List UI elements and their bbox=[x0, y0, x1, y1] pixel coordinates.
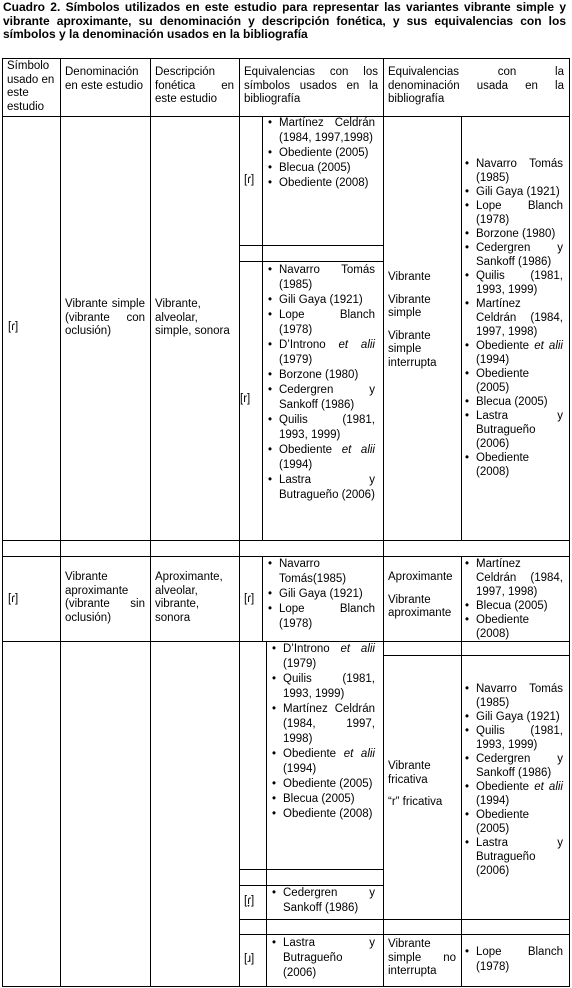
list-item: • Obediente (2005) bbox=[464, 808, 563, 836]
row3-refs-a-list bbox=[271, 642, 375, 822]
list-item: • Obediente et alii (1994) bbox=[267, 443, 375, 473]
list-item: • Lastra y Butragueño (2006) bbox=[464, 409, 563, 451]
list-item: • Quilis (1981, 1993, 1999) bbox=[267, 413, 375, 443]
row3-name-refs-list bbox=[464, 682, 563, 878]
name-item: Vibrante fricativa bbox=[388, 760, 431, 786]
row2-name-refs-list bbox=[464, 557, 563, 641]
list-item: • Gili Gaya (1921) bbox=[267, 293, 375, 308]
list-item: • Cedergren y Sankoff (1986) bbox=[464, 752, 563, 780]
list-item: • Gili Gaya (1921) bbox=[464, 710, 563, 724]
list-item: • Lastra y Butragueño (2006) bbox=[271, 936, 375, 981]
row1-sym-b: [r] bbox=[240, 393, 251, 405]
row3-names bbox=[388, 760, 458, 810]
list-item: • Gili Gaya (1921) bbox=[267, 587, 375, 602]
header-equiv-symbols: Equivalencias con los símbolos usados en la bibliografía bbox=[244, 66, 378, 105]
name-item: Vibrante bbox=[388, 271, 431, 283]
list-item: • Blecua (2005) bbox=[267, 161, 375, 176]
row3-sym-c: [ɹ] bbox=[244, 953, 255, 965]
list-item: • Martínez Celdrán (1984, 1997, 1998) bbox=[464, 297, 563, 339]
name-item: Vibrante simple bbox=[388, 293, 431, 319]
row1-names bbox=[388, 271, 458, 370]
row1-sym-a: [ɾ] bbox=[244, 174, 255, 186]
row2-symbol: [ɾ] bbox=[8, 593, 19, 605]
list-item: • Obediente (2005) bbox=[271, 777, 375, 792]
name-item: Aproximante bbox=[388, 571, 453, 583]
header-description: Descripción fonética en este estudio bbox=[155, 66, 234, 105]
list-item: • Quilis (1981, 1993, 1999) bbox=[271, 672, 375, 702]
row2-names bbox=[388, 571, 460, 621]
list-item: • Navarro Tomás (1985) bbox=[464, 157, 563, 185]
list-item: • Obediente et alii (1994) bbox=[464, 780, 563, 808]
list-item: • Lope Blanch (1978) bbox=[464, 199, 563, 227]
row1-symbol: [ɾ] bbox=[8, 321, 19, 333]
row3-sym-b: [ɾ̞] bbox=[244, 895, 255, 907]
row3-last-ref-list bbox=[464, 945, 563, 975]
list-item: • Obediente (2008) bbox=[464, 451, 563, 479]
list-item: • Lope Blanch (1978) bbox=[464, 945, 563, 975]
row2-sym-a: [ɾ] bbox=[244, 593, 255, 605]
list-item: • Quilis (1981, 1993, 1999) bbox=[464, 269, 563, 297]
list-item: • Lope Blanch (1978) bbox=[267, 308, 375, 338]
list-item: • D’Introno et alii (1979) bbox=[267, 338, 375, 368]
list-item: • Obediente et alii (1994) bbox=[464, 339, 563, 367]
list-item: • Borzone (1980) bbox=[267, 368, 375, 383]
list-item: • Navarro Tomás (1985) bbox=[464, 682, 563, 710]
list-item: • Gili Gaya (1921) bbox=[464, 185, 563, 199]
row1-refs-b-list bbox=[267, 263, 375, 503]
list-item: • Lastra y Butragueño (2006) bbox=[464, 836, 563, 878]
list-item: • Obediente (2005) bbox=[267, 146, 375, 161]
header-symbol: Símbolo usado en este estudio bbox=[7, 60, 55, 113]
list-item: • Blecua (2005) bbox=[464, 599, 563, 613]
header-denomination: Denominación en este estudio bbox=[65, 66, 144, 92]
name-item: “r” fricativa bbox=[388, 796, 443, 808]
list-item: • Obediente (2008) bbox=[464, 613, 563, 641]
list-item: • Lastra y Butragueño (2006) bbox=[267, 473, 375, 503]
row2-denomination: Vibrante aproximante (vibrante sin oclusión) bbox=[65, 571, 145, 624]
list-item: • Navarro Tomás(1985) bbox=[267, 557, 375, 587]
list-item: • Obediente et alii (1994) bbox=[271, 747, 375, 777]
row2-refs-a-list bbox=[267, 557, 375, 632]
row3-last-name: Vibrante simple no interrupta bbox=[388, 938, 456, 977]
row1-name-refs-list bbox=[464, 157, 563, 479]
list-item: • Quilis (1981, 1993, 1999) bbox=[464, 724, 563, 752]
row2-description: Aproximante, alveolar, vibrante, sonora bbox=[155, 571, 223, 624]
list-item: • Obediente (2005) bbox=[464, 367, 563, 395]
row1-denomination: Vibrante simple (vibrante con oclusión) bbox=[65, 298, 145, 337]
row3-refs-c-list bbox=[271, 936, 375, 981]
list-item: • Lope Blanch (1978) bbox=[267, 602, 375, 632]
header-equiv-denomination: Equivalencias con la denominación usada en la bibliografía bbox=[388, 66, 564, 105]
list-item: • Obediente (2008) bbox=[267, 176, 375, 191]
name-item: Vibrante simple interrupta bbox=[388, 329, 437, 369]
row1-refs-a-list bbox=[267, 116, 375, 191]
row1-description: Vibrante, alveolar, simple, sonora bbox=[155, 298, 230, 337]
row3-refs-b-list bbox=[271, 886, 375, 916]
table-caption: Cuadro 2. Símbolos utilizados en este estudio para representar las variantes vibrante simple y vibrante aproximante, su denominación y descripción fonética, y sus equivalencias con los símbolos y la denominación usados en la bibliografía bbox=[3, 0, 566, 41]
list-item: • Martínez Celdrán (1984, 1997,1998) bbox=[267, 116, 375, 146]
list-item: • Cedergren y Sankoff (1986) bbox=[267, 383, 375, 413]
list-item: • Cedergren y Sankoff (1986) bbox=[464, 241, 563, 269]
list-item: • Navarro Tomás (1985) bbox=[267, 263, 375, 293]
list-item: • Cedergren y Sankoff (1986) bbox=[271, 886, 375, 916]
list-item: • Blecua (2005) bbox=[271, 792, 375, 807]
list-item: • Martínez Celdrán (1984, 1997, 1998) bbox=[464, 557, 563, 599]
list-item: • Borzone (1980) bbox=[464, 227, 563, 241]
list-item: • Martínez Celdrán (1984, 1997, 1998) bbox=[271, 702, 375, 747]
name-item: Vibrante aproximante bbox=[388, 593, 452, 619]
list-item: • Blecua (2005) bbox=[464, 395, 563, 409]
list-item: • Obediente (2008) bbox=[271, 807, 375, 822]
list-item: • D’Introno et alii (1979) bbox=[271, 642, 375, 672]
